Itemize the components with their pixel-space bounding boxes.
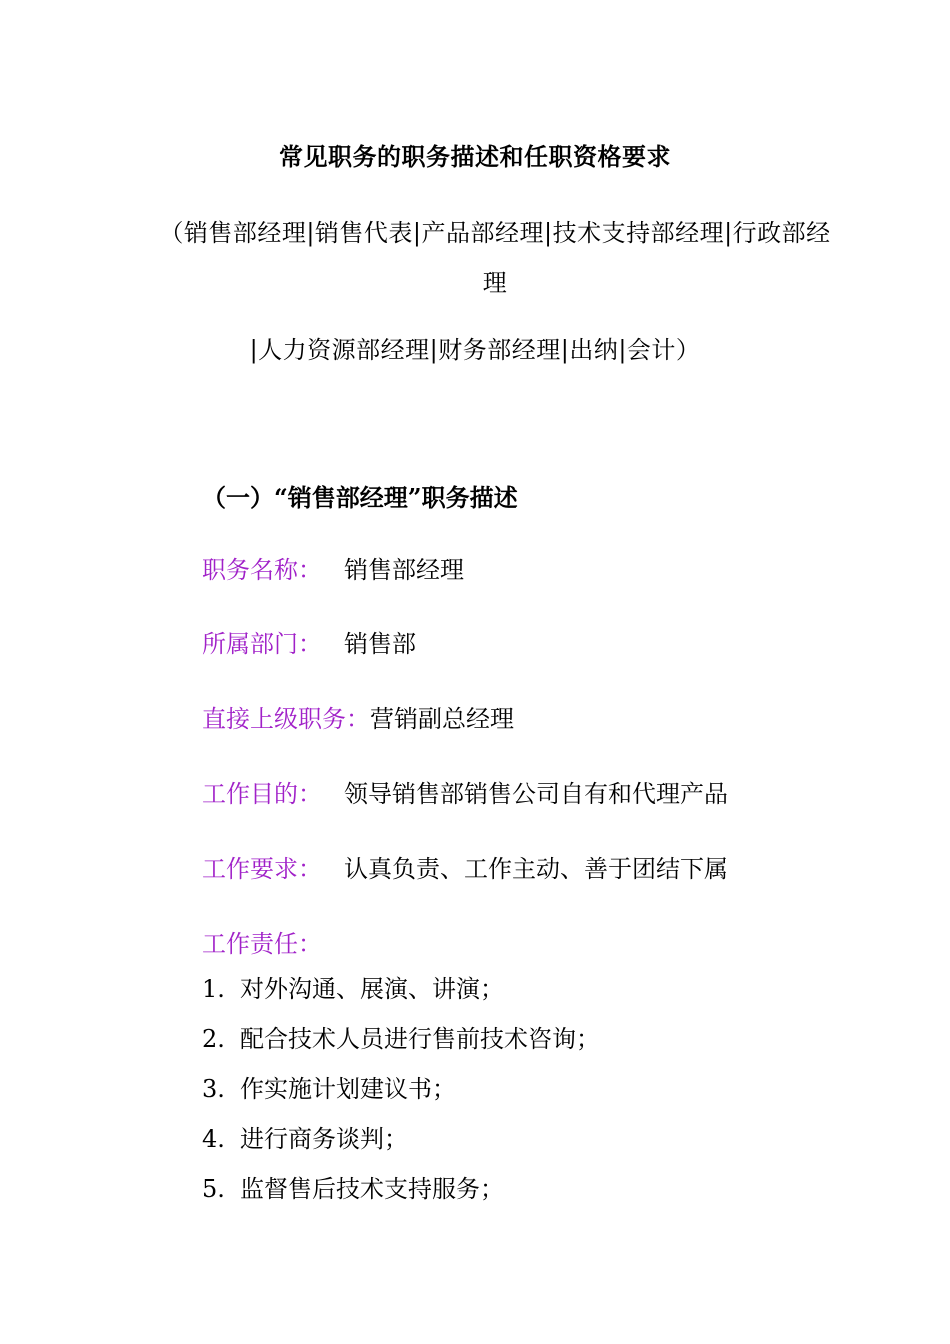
field-department (202, 624, 416, 659)
field-value: 销售部 (344, 630, 416, 658)
field-value: 领导销售部销售公司自有和代理产品 (344, 780, 728, 808)
list-item-number: 3. (202, 1075, 225, 1103)
list-item (202, 1022, 600, 1072)
list-item-text: 进行商务谈判； (240, 1125, 408, 1153)
list-item-number: 1. (202, 975, 225, 1003)
field-job-title (202, 550, 464, 585)
field-label: 所属部门： (202, 630, 322, 658)
list-item-text: 配合技术人员进行售前技术咨询； (240, 1025, 600, 1053)
list-item (202, 972, 600, 1022)
field-supervisor (202, 699, 514, 734)
field-label: 职务名称： (202, 556, 322, 584)
list-item (202, 1172, 600, 1222)
duties-list (202, 972, 600, 1222)
document-title: 常见职务的职务描述和任职资格要求 (279, 142, 671, 171)
list-item (202, 1072, 600, 1122)
field-label: 工作要求： (202, 855, 322, 883)
document-subtitle-line2: |人力资源部经理|财务部经理|出纳|会计） (249, 336, 701, 364)
field-value: 销售部经理 (344, 556, 464, 584)
document-subtitle-line1: （销售部经理|销售代表|产品部经理|技术支持部经理|行政部经理 (159, 219, 831, 297)
field-value: 营销副总经理 (370, 705, 514, 733)
field-label: 直接上级职务： (202, 705, 370, 733)
list-item (202, 1122, 600, 1172)
list-item-number: 5. (202, 1175, 225, 1203)
list-item-text: 监督售后技术支持服务； (240, 1175, 504, 1203)
field-requirements (202, 849, 728, 884)
list-item-number: 2. (202, 1025, 225, 1053)
field-purpose (202, 774, 728, 809)
list-item-number: 4. (202, 1125, 225, 1153)
section-heading: （一）“销售部经理”职务描述 (202, 483, 518, 512)
duties-label: 工作责任： (202, 930, 322, 958)
list-item-text: 作实施计划建议书； (240, 1075, 456, 1103)
list-item-text: 对外沟通、展演、讲演； (240, 975, 504, 1003)
field-label: 工作目的： (202, 780, 322, 808)
field-value: 认真负责、工作主动、善于团结下属 (344, 855, 728, 883)
